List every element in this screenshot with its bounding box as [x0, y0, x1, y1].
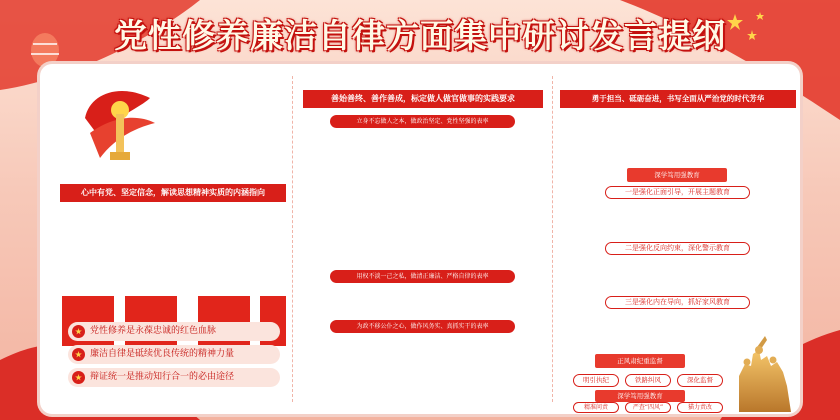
content-board: [40, 64, 800, 414]
chip-warning-education: 二是强化反向约束，深化警示教育: [605, 242, 750, 255]
tag-supervise: 深化监督: [677, 374, 723, 387]
middle-subheading-1: 立身不忘做人之本，做政治坚定、党性坚强的表率: [330, 115, 515, 128]
page-title: 党性修养廉洁自律方面集中研讨发言提纲: [114, 16, 726, 55]
left-panel: [40, 64, 290, 414]
column-separator: [552, 76, 553, 402]
tag-four-winds: 严查“四风”: [625, 402, 671, 413]
left-bullet-3: 辩证统一是推动知行合一的必由途径: [68, 368, 280, 387]
chip-family-education: 三是强化内在导向，抓好家风教育: [605, 296, 750, 309]
left-bullet-2: 廉洁自律是砥续优良传统的精神力量: [68, 345, 280, 364]
party-emblem-icon: [80, 78, 160, 168]
middle-subheading-2: 用权不淡一己之私，做清正廉洁、严格自律的表率: [330, 270, 515, 283]
star-icon: [72, 325, 85, 338]
right-heading: 勇于担当、砥砺奋进，书写全面从严治党的时代芳华: [560, 90, 796, 108]
section-title-supervision: 正风肃纪重监督: [595, 354, 685, 368]
section-title-education-2: 深学笃用强教育: [595, 390, 685, 402]
star-icon: [72, 371, 85, 384]
column-separator: [292, 76, 293, 402]
star-icon: [72, 348, 85, 361]
left-bullet-1: 党性修养是永葆忠诚的红色血脉: [68, 322, 280, 341]
left-body-paragraph: [62, 208, 284, 288]
tag-accountability: 精准问责: [573, 402, 619, 413]
right-intro-paragraph: [561, 114, 741, 162]
middle-panel: [295, 64, 550, 414]
middle-heading: 善始善终、善作善成，标定做人做官做事的实践要求: [303, 90, 543, 108]
left-heading: 心中有党、坚定信念，解读思想精神实质的内涵指向: [60, 184, 286, 202]
right-panel: [555, 64, 800, 414]
tag-rectify: 铁路纠风: [625, 374, 671, 387]
chip2-paragraph: [561, 258, 795, 294]
section-title-education: 深学笃用强教育: [627, 168, 727, 182]
middle-paragraph-3: [303, 338, 543, 408]
left-intro-paragraph: [152, 100, 284, 184]
statue-image: [725, 336, 797, 412]
middle-paragraph-1: [303, 133, 543, 263]
tag-rectification: 猫力责改: [677, 402, 723, 413]
chip-positive-guidance: 一是强化正面引导，开展主题教育: [605, 186, 750, 199]
tag-discipline: 明引执纪: [573, 374, 619, 387]
middle-subheading-3: 为政不移公仆之心，做作风务实、真抓实干的表率: [330, 320, 515, 333]
chip1-paragraph: [561, 202, 795, 238]
